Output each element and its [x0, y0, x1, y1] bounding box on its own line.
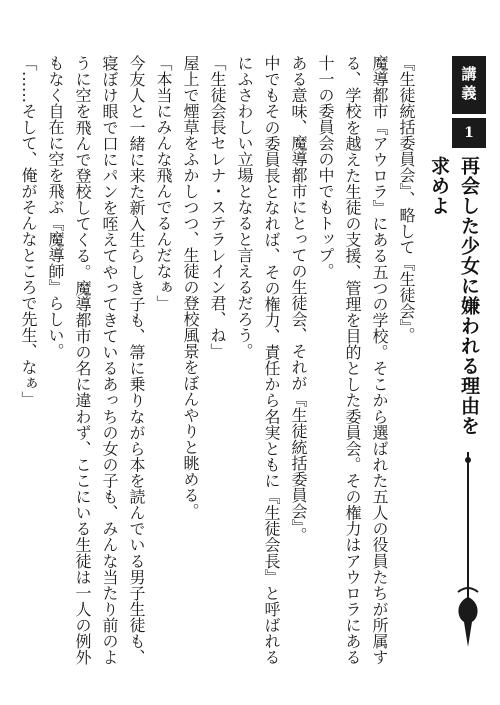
paragraph: 「本当にみんな飛んでるんだなぁ」	[154, 55, 173, 311]
chapter-label-band	[452, 56, 486, 114]
chapter-label: 講義	[459, 66, 478, 104]
paragraph: 『生徒統括委員会』、略して『生徒会』。	[397, 55, 416, 343]
chapter-title: 再会した少女に嫌われる理由を求めよ	[428, 156, 480, 436]
paragraph: 中でもその委員長となれば、その権力、責任から名実ともに『生徒会長』と呼ばれるにふさわしい立場となると言えるだろう。	[235, 55, 281, 666]
paragraph: 魔導都市『アウロラ』にある五つの学校。そこから選ばれた五人の役員たちが所属する、学校を越えた生徒の支援、管理を目的とした委員会。その権力はアウロラにある十一の委員会の中でもトップ。	[316, 55, 389, 665]
chapter-number: 1	[452, 118, 486, 148]
sword-ornament-icon	[454, 452, 482, 647]
paragraph: 「生徒会長セレナ・ステラレイン君、ね」	[208, 55, 227, 359]
paragraph: 屋上で煙草をふかしつつ、生徒の登校風景をぼんやりと眺める。	[181, 55, 200, 519]
paragraph: 今友人と一緒に来た新入生らしき子も、箒に乗りながら本を読んでいる男子生徒も、寝ぼけ眼で口にパンを咥えてやってきているあっちの女の子も、みんな当たり前のように空を飛んで登校してくる。魔導都市の名に違わず、ここにいる生徒は一人の例外もなく自在に空を飛ぶ『魔導師』らしい。	[46, 55, 146, 665]
paragraph: ある意味、魔導都市にとっての生徒会、それが『生徒統括委員会』。	[289, 55, 308, 543]
paragraph: 「……そして、俺がそんなところで先生、なぁ」	[19, 55, 38, 407]
body-text	[19, 55, 420, 666]
